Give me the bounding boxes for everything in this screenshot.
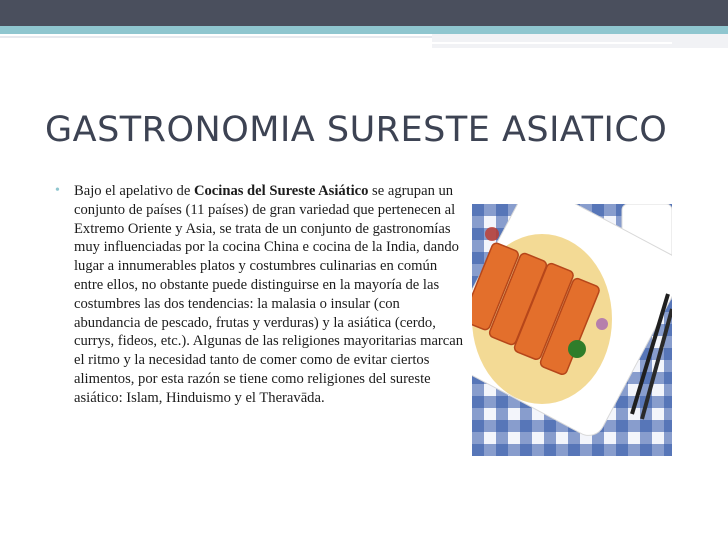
accent-strip <box>0 26 728 34</box>
slide-title: GASTRONOMIA SURESTE ASIATICO <box>45 110 668 150</box>
food-photo <box>472 204 672 456</box>
decorative-line <box>432 42 672 44</box>
body-rest: se agrupan un conjunto de países (11 países) de gran variedad que pertenecen al Extremo Oriente y Asia, se trata de un conjunto de gastronomías muy influenciadas por la cocina China e cocina de la India, dando lugar a innumerables platos y costumbres culinarias en común entre ellos, no obstante puede distinguirse en la mayoría de las costumbres las dos tendencias: la malasia o insular (con abundancia de pescado, frutas y verduras) y la asiática (cerdo, currys, fideos, etc.). Algunas de las religiones mayoritarias marcan el ritmo y la necesidad tanto de comer como de evitar ciertos alimentos, por esta razón se tiene como religiones del sureste asiático: Islam, Hinduismo y el Theravāda. <box>74 183 464 406</box>
body-intro: Bajo el apelativo de <box>74 183 194 199</box>
vegetable-garnish <box>568 340 586 358</box>
vegetable-garnish <box>485 227 499 241</box>
body-bold-term: Cocinas del Sureste Asiático <box>193 183 369 199</box>
food-plate-illustration <box>472 204 672 456</box>
decorative-line <box>0 36 432 38</box>
bullet-marker: • <box>55 183 60 198</box>
decorative-box <box>432 34 728 48</box>
bullet-paragraph <box>55 182 469 408</box>
vegetable-garnish <box>596 318 608 330</box>
top-bar <box>0 0 728 26</box>
